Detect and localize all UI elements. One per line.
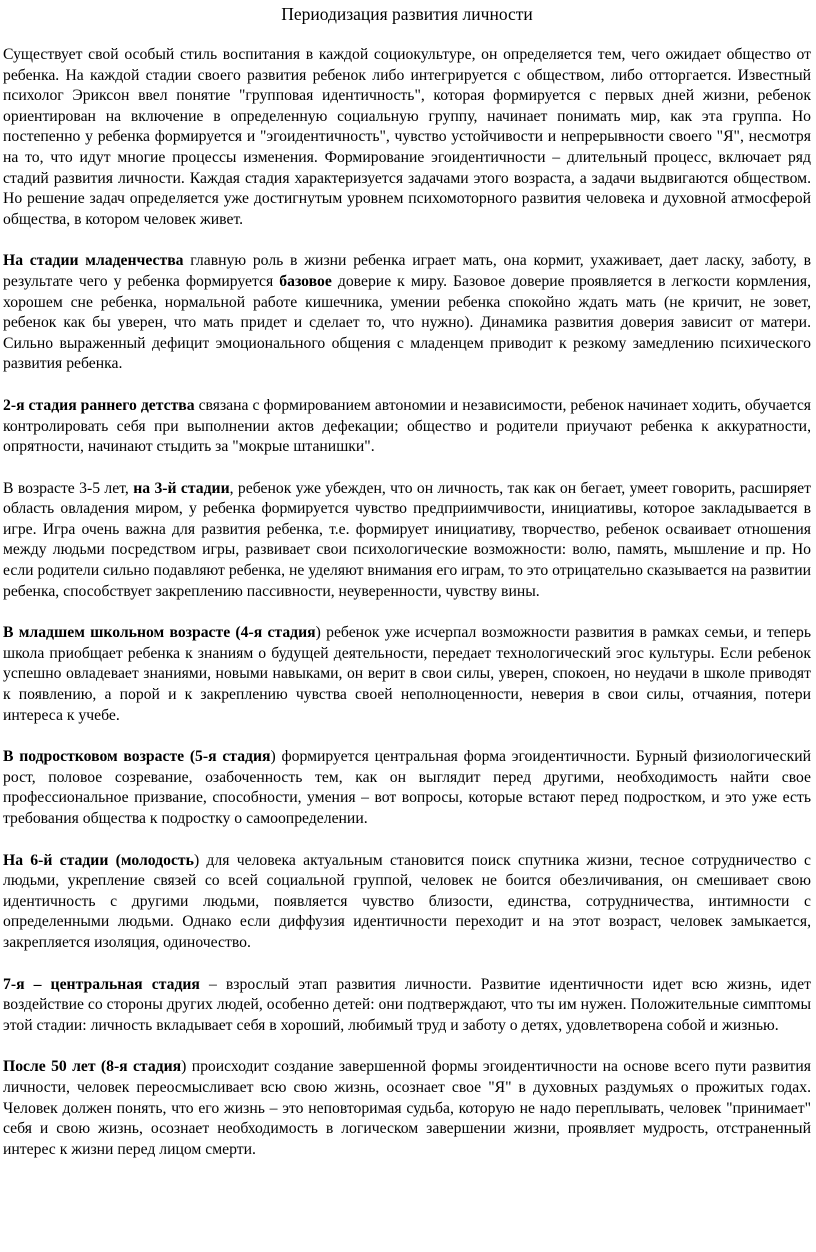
stage-1-text-a: главную роль в жизни ребенка играет мать, она кормит, ухаживает, дает ласку, заботу, в результате чего у ребенка формируется (3, 252, 811, 290)
stage-4-paragraph (3, 623, 811, 726)
stage-1-heading: На стадии младенчества (3, 252, 184, 270)
stage-2-paragraph (3, 396, 811, 458)
stage-4-heading: В младшем школьном возрасте (4-я стадия (3, 624, 316, 642)
stage-7-heading: 7-я – центральная стадия (3, 975, 200, 993)
stage-1-bold-word: базовое (279, 272, 332, 290)
stage-7-paragraph (3, 975, 811, 1037)
stage-8-text: происходит создание завершенной формы эгоидентичности на основе всего пути развития личности, человек переосмысливает всю свою жизнь, осознает свое "Я" в духовных раздумьях о прожитых годах. Человек должен понять, что его жизнь – это неповторимая судьба, которую не надо переплывать, человек "принимает" себя и свою жизнь, осознает необходимость в логическом завершении жизни, проявляет мудрость, отстраненный интерес к жизни перед лицом смерти. (3, 1058, 811, 1158)
stage-3-paragraph (3, 479, 811, 603)
stage-3-pre: В возрасте 3-5 лет, (3, 479, 134, 497)
stage-3-text: , ребенок уже убежден, что он личность, так как он бегает, умеет говорить, расширяет область овладения миром, у ребенка формируется чувство предприимчивости, инициативы, которое закладывается в игре. Игра очень важна для развития ребенка, т.е. формирует инициативу, творчество, ребенок осваивает отношения между людьми посредством игры, развивает свои психологические возможности: волю, память, мышление и пр. Но если родители сильно подавляют ребенка, не уделяют внимания его играм, то это отрицательно сказывается на развитии ребенка, способствует закреплению пассивности, неуверенности, чувству вины. (3, 479, 811, 600)
page-title: Периодизация развития личности (281, 4, 533, 24)
stage-5-paragraph (3, 747, 811, 829)
stage-8-heading: После 50 лет (8-я стадия (3, 1058, 182, 1076)
stage-1-paragraph (3, 251, 811, 375)
stage-4-text: ребенок уже исчерпал возможности развития в рамках семьи, и теперь школа приобщает ребенка к знаниям о будущей деятельности, передает технологический эгос культуры. Если ребенок успешно овладевает знаниями, новыми навыками, он верит в свои силы, уверен, спокоен, но неудачи в школе приводят к появлению, а порой и к закреплению чувства своей неполноценности, неверия в свои силы, отчаяния, потери интереса к учебе. (3, 624, 811, 724)
stage-6-heading: На 6-й стадии (молодость (3, 851, 194, 869)
stage-6-paragraph (3, 851, 811, 954)
stage-2-text: связана с формированием автономии и независимости, ребенок начинает ходить, обучается контролировать себя при выполнении актов дефекации; общество и родители приучают ребенка к аккуратности, опрятности, начинают стыдить за "мокрые штанишки". (3, 396, 811, 456)
stage-4-close: ) (315, 624, 321, 642)
stage-6-close: ) (193, 851, 200, 869)
stage-5-heading: В подростковом возрасте (5-я стадия (3, 748, 271, 766)
stage-2-heading: 2-я стадия раннего детства (3, 396, 195, 414)
stage-5-text: формируется центральная форма эгоидентичности. Бурный физиологический рост, половое созревание, озабоченность тем, как он выглядит перед другими, необходимость найти свое профессиональное призвание, способности, умения – вот вопросы, которые встают перед подростком, и это уже есть требования общества к подростку о самоопределении. (3, 748, 812, 827)
stage-6-text: для человека актуальным становится поиск спутника жизни, тесное сотрудничество с людьми, укрепление связей со всей социальной группой, человек не боится обезличивания, он смешивает свою идентичность с другими людьми, появляется чувство близости, единства, сотрудничества, интимности с определенными людьми. Однако если диффузия идентичности переходит и на этот возраст, человек замыкается, закрепляется изоляция, одиночество. (3, 851, 811, 951)
intro-paragraph: Существует свой особый стиль воспитания в каждой социокультуре, он определяется тем, чего ожидает общество от ребенка. На каждой стадии своего развития ребенок либо интегрируется с обществом, либо отторгается. Известный психолог Эриксон ввел понятие "групповая идентичность", которая формируется с первых дней жизни, ребенок ориентирован на включение в определенную социальную группу, начинает понимать мир, как эта группа. Но постепенно у ребенка формируется и "эгоидентичность", чувство устойчивости и непрерывности своего "Я", несмотря на то, что идут многие процессы изменения. Формирование эгоидентичности – длительный процесс, включает ряд стадий развития личности. Каждая стадия характеризуется задачами этого возраста, а задачи выдвигаются обществом. Но решение задач определяется уже достигнутым уровнем психомоторного развития человека и духовной атмосферой общества, в котором человек живет. (3, 46, 811, 228)
stage-5-close: ) (270, 748, 276, 766)
stage-7-text: – взрослый этап развития личности. Развитие идентичности идет всю жизнь, идет воздействие со стороны других людей, особенно детей: они подтверждают, что ты им нужен. Положительные симптомы этой стадии: личность вкладывает себя в хороший, любимый труд и заботу о детях, удовлетворена собой и жизнью. (3, 975, 811, 1034)
stage-3-heading: на 3-й стадии (133, 479, 230, 497)
stage-8-paragraph (3, 1057, 811, 1160)
stage-1-text-b: доверие к миру. Базовое доверие проявляется в легкости кормления, хорошем сне ребенка, нормальной работе кишечника, умении ребенка спокойно ждать мать (не кричит, не зовет, ребенок как бы уверен, что мать придет и сделает то, что нужно). Динамика развития доверия зависит от матери. Сильно выраженный дефицит эмоционального общения с младенцем приводит к резкому замедлению психического развития ребенка. (3, 272, 811, 373)
stage-8-close: ) (181, 1058, 187, 1076)
